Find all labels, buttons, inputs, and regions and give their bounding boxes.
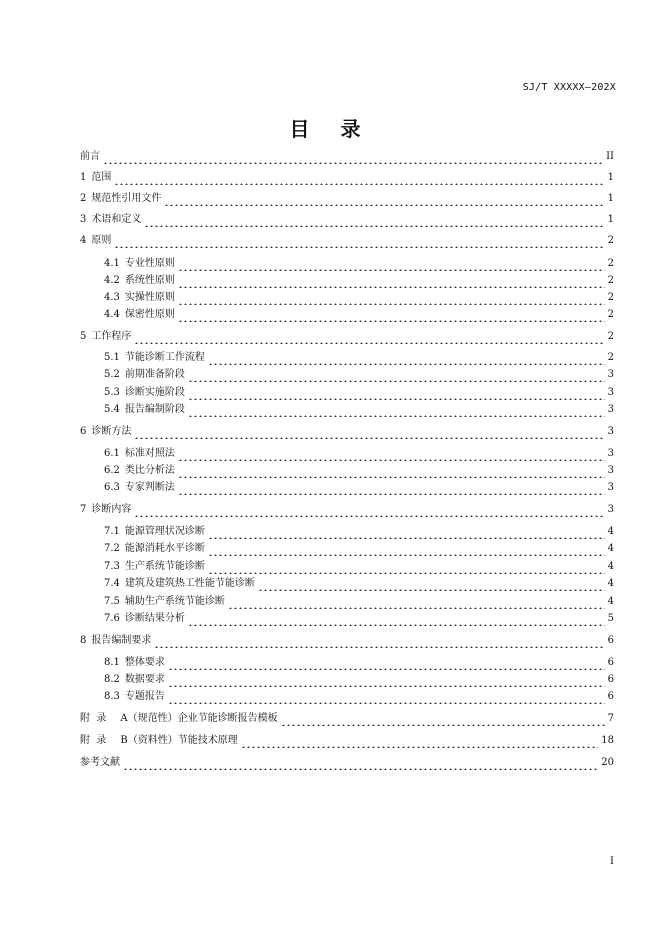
toc-entry-page: 4 — [607, 561, 614, 572]
toc-entry-page: 2 — [607, 275, 614, 286]
toc-entry-label: 能源管理状况诊断 — [124, 526, 205, 537]
toc-entry-label: 诊断内容 — [91, 504, 132, 515]
toc-entry-label: 节能诊断工作流程 — [124, 352, 205, 363]
toc-entry-page: 7 — [607, 713, 614, 724]
toc-entry[interactable] — [80, 234, 614, 248]
dot-leader — [228, 598, 605, 609]
dot-leader — [164, 195, 604, 206]
dot-leader — [188, 371, 605, 382]
toc-entry-label: 范围 — [91, 172, 112, 183]
toc-entry-number: 7.4 — [104, 578, 120, 589]
toc-entry[interactable] — [104, 612, 614, 626]
toc-entry-page: 3 — [607, 426, 614, 437]
toc-entry-number: 8.1 — [104, 657, 120, 668]
toc-entry-label: 数据要求 — [124, 674, 165, 685]
dot-leader — [134, 428, 604, 439]
dot-leader — [168, 693, 605, 704]
toc-entry-number: 5.4 — [104, 404, 120, 415]
dot-leader — [134, 333, 604, 344]
toc-entry[interactable] — [80, 503, 614, 517]
dot-leader — [178, 260, 605, 271]
toc-entry[interactable] — [80, 192, 614, 206]
toc-entry-page: 1 — [607, 193, 614, 204]
toc-entry-label: 诊断方法 — [91, 426, 132, 437]
toc-entry-number: 7.3 — [104, 561, 120, 572]
toc-entry-page: 3 — [607, 369, 614, 380]
toc-entry-label: B（资料性）节能技术原理 — [120, 735, 238, 746]
dot-leader — [208, 354, 605, 365]
toc-entry-label: 类比分析法 — [124, 465, 175, 476]
toc-entry-page: 3 — [607, 404, 614, 415]
toc-entry[interactable] — [104, 481, 614, 495]
toc-entry[interactable] — [80, 756, 614, 770]
toc-entry-label: 术语和定义 — [91, 214, 142, 225]
dot-leader — [258, 580, 605, 591]
dot-leader — [178, 294, 605, 305]
toc-entry-label: 建筑及建筑热工性能节能诊断 — [124, 578, 255, 589]
toc-entry-page: 1 — [607, 172, 614, 183]
toc-entry-page: 2 — [607, 235, 614, 246]
toc-entry-label: 前期准备阶段 — [124, 369, 185, 380]
toc-entry-label: 专家判断法 — [124, 482, 175, 493]
toc-entry[interactable] — [104, 577, 614, 591]
toc-entry-page: 4 — [607, 526, 614, 537]
toc-entry[interactable] — [104, 368, 614, 382]
dot-leader — [114, 174, 604, 185]
toc-entry-label: 原则 — [91, 235, 112, 246]
toc-entry-number: 1 — [80, 172, 87, 183]
toc-entry-page: 2 — [607, 258, 614, 269]
toc-entry[interactable] — [104, 525, 614, 539]
toc-entry-number: 7 — [80, 504, 87, 515]
toc-entry-number: 附 录 — [80, 735, 107, 746]
document-code: SJ/T XXXXX—202X — [522, 82, 616, 93]
dot-leader — [123, 759, 598, 770]
dot-leader — [178, 484, 605, 495]
toc-entry-label: 整体要求 — [124, 657, 165, 668]
toc-entry-label: 参考文献 — [80, 757, 120, 768]
toc-entry[interactable] — [80, 425, 614, 439]
toc-entry-label: 报告编制阶段 — [124, 404, 185, 415]
page-number: I — [610, 856, 614, 867]
toc-entry-page: 3 — [607, 465, 614, 476]
toc-entry[interactable] — [104, 447, 614, 461]
toc-entry-label: 生产系统节能诊断 — [124, 561, 205, 572]
toc-entry-number: 4.3 — [104, 292, 120, 303]
toc-entry[interactable] — [80, 171, 614, 185]
dot-leader — [178, 277, 605, 288]
toc-entry[interactable] — [104, 542, 614, 556]
toc-entry-page: 2 — [607, 292, 614, 303]
dot-leader — [188, 389, 605, 400]
toc-entry[interactable] — [80, 213, 614, 227]
toc-entry-page: 6 — [607, 657, 614, 668]
toc-entry[interactable] — [104, 690, 614, 704]
toc-entry-label: 诊断实施阶段 — [124, 387, 185, 398]
toc-entry-page: II — [606, 151, 614, 162]
toc-entry-label: 诊断结果分析 — [124, 613, 185, 624]
toc-entry-label: 辅助生产系统节能诊断 — [124, 596, 225, 607]
dot-leader — [103, 153, 603, 164]
toc-entry[interactable] — [104, 560, 614, 574]
toc-entry-page: 3 — [607, 387, 614, 398]
dot-leader — [144, 216, 604, 227]
toc-entry[interactable] — [104, 274, 614, 288]
toc-entry-number: 附 录 — [80, 713, 107, 724]
toc-entry-label: 前言 — [80, 151, 100, 162]
toc-entry-number: 7.2 — [104, 543, 120, 554]
dot-leader — [178, 311, 605, 322]
toc-entry[interactable] — [104, 673, 614, 687]
toc-entry-label: 能源消耗水平诊断 — [124, 543, 205, 554]
toc-entry-number: 8.2 — [104, 674, 120, 685]
toc-entry-page: 4 — [607, 543, 614, 554]
toc-entry-page: 4 — [607, 578, 614, 589]
toc-entry[interactable] — [104, 386, 614, 400]
toc-entry[interactable] — [80, 634, 614, 648]
toc-entry-page: 6 — [607, 635, 614, 646]
toc-entry-number: 7.1 — [104, 526, 120, 537]
toc-entry-number: 3 — [80, 214, 87, 225]
toc-entry-label: 报告编制要求 — [91, 635, 152, 646]
toc-entry[interactable] — [104, 351, 614, 365]
toc-entry-number: 6.1 — [104, 448, 120, 459]
toc-entry-page: 3 — [607, 482, 614, 493]
toc-entry-page: 2 — [607, 331, 614, 342]
toc-entry-page: 18 — [601, 735, 614, 746]
toc-entry-label: 专题报告 — [124, 691, 165, 702]
toc-entry-number: 8.3 — [104, 691, 120, 702]
toc-entry-page: 3 — [607, 504, 614, 515]
toc-entry-label: 专业性原则 — [124, 258, 175, 269]
dot-leader — [208, 563, 605, 574]
toc-entry-number: 5.3 — [104, 387, 120, 398]
toc-entry-label: 工作程序 — [91, 331, 132, 342]
toc-entry-number: 5 — [80, 331, 87, 342]
dot-leader — [154, 637, 604, 648]
dot-leader — [241, 737, 599, 748]
toc-entry-number: 4.1 — [104, 258, 120, 269]
toc-entry-page: 6 — [607, 691, 614, 702]
toc-entry-page: 3 — [607, 448, 614, 459]
toc-entry[interactable] — [104, 257, 614, 271]
toc-entry[interactable] — [80, 734, 614, 748]
toc-entry-number: 6 — [80, 426, 87, 437]
dot-leader — [178, 467, 605, 478]
dot-leader — [188, 615, 605, 626]
dot-leader — [134, 506, 604, 517]
toc-entry-label: A（规范性）企业节能诊断报告模板 — [120, 713, 278, 724]
toc-entry[interactable] — [104, 403, 614, 417]
toc-entry-label: 规范性引用文件 — [91, 193, 162, 204]
toc-entry-page: 1 — [607, 214, 614, 225]
toc-entry-number: 8 — [80, 635, 87, 646]
toc-entry-number: 5.2 — [104, 369, 120, 380]
toc-entry[interactable] — [104, 595, 614, 609]
toc-entry-number: 4.2 — [104, 275, 120, 286]
toc-entry-page: 6 — [607, 674, 614, 685]
dot-leader — [168, 659, 605, 670]
toc-entry[interactable] — [104, 308, 614, 322]
toc-entry-number: 6.3 — [104, 482, 120, 493]
dot-leader — [114, 237, 604, 248]
toc-entry[interactable] — [104, 464, 614, 478]
toc-entry-number: 4.4 — [104, 309, 120, 320]
toc-entry-number: 5.1 — [104, 352, 120, 363]
toc-entry-page: 4 — [607, 596, 614, 607]
toc-entry-number: 7.5 — [104, 596, 120, 607]
page-title: 目 录 — [289, 117, 373, 141]
dot-leader — [168, 676, 605, 687]
toc-entry-page: 2 — [607, 309, 614, 320]
toc-entry[interactable] — [80, 330, 614, 344]
dot-leader — [188, 406, 605, 417]
toc-entry-label: 保密性原则 — [124, 309, 175, 320]
toc-entry-number: 4 — [80, 235, 87, 246]
toc-entry-number: 6.2 — [104, 465, 120, 476]
toc-entry-label: 系统性原则 — [124, 275, 175, 286]
toc-entry[interactable] — [104, 291, 614, 305]
dot-leader — [208, 545, 605, 556]
dot-leader — [281, 715, 605, 726]
toc-entry[interactable] — [104, 656, 614, 670]
toc-entry[interactable] — [80, 150, 614, 164]
toc-entry-label: 标准对照法 — [124, 448, 175, 459]
toc-entry[interactable] — [80, 712, 614, 726]
dot-leader — [178, 450, 605, 461]
toc-entry-number: 2 — [80, 193, 87, 204]
dot-leader — [208, 528, 605, 539]
toc-entry-number: 7.6 — [104, 613, 120, 624]
toc-entry-page: 20 — [601, 757, 614, 768]
toc-entry-page: 2 — [607, 352, 614, 363]
toc-entry-label: 实操性原则 — [124, 292, 175, 303]
toc-entry-page: 5 — [607, 613, 614, 624]
